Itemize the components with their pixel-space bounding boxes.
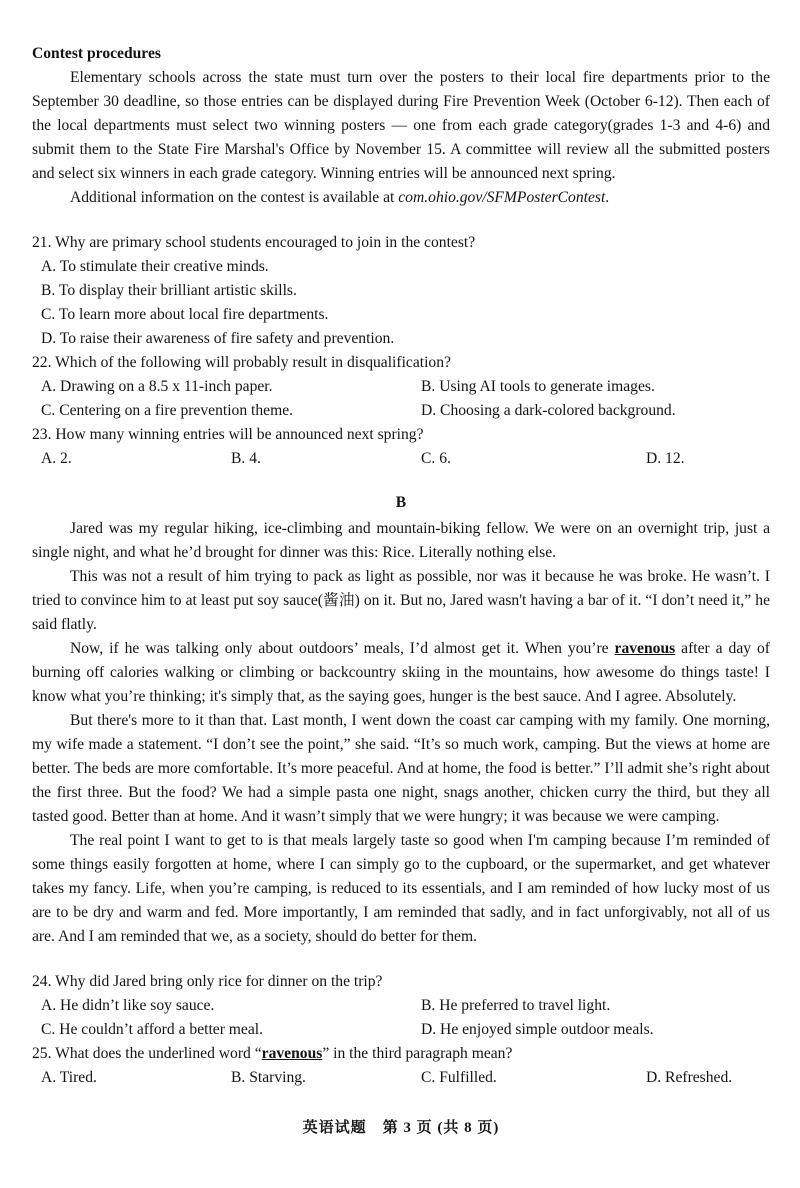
passage-a-subheading: Contest procedures: [32, 45, 161, 62]
option-23-d: D. 12.: [646, 450, 685, 467]
question-23: [32, 423, 770, 471]
option-24-d: D. He enjoyed simple outdoor meals.: [421, 1021, 654, 1038]
question-24-stem: 24. Why did Jared bring only rice for dinner on the trip?: [32, 973, 383, 990]
question-25-options: [41, 1066, 770, 1090]
option-23-a: A. 2.: [41, 450, 72, 467]
question-23-stem: 23. How many winning entries will be announced next spring?: [32, 426, 424, 443]
option-24-b: B. He preferred to travel light.: [421, 997, 611, 1014]
option-25-d: D. Refreshed.: [646, 1069, 733, 1086]
option-22-c: C. Centering on a fire prevention theme.: [41, 402, 294, 419]
option-24-c: C. He couldn’t afford a better meal.: [41, 1021, 263, 1038]
question-22-stem: 22. Which of the following will probably result in disqualification?: [32, 354, 451, 371]
passage-b-paragraph-5: The real point I want to get to is that meals largely taste so good when I'm camping because I’m reminded of some things easily forgotten at home, where I can simply go to the cupboard, or the supermarket, and get whatever takes my fancy. Life, when you’re camping, is reduced to its essentials, and I am reminded of how lucky most of us are to be dry and warm and fed. More importantly, I am reminded that sadly, and in fact unforgivably, not all of us are. And I am reminded that we, as a society, should do better for them.: [32, 832, 770, 945]
option-21-d: D. To raise their awareness of fire safety and prevention.: [41, 330, 395, 347]
passage-b-paragraph-3-pre: Now, if he was talking only about outdoors’ meals, I’d almost get it. When you’re: [70, 640, 615, 657]
option-25-c: C. Fulfilled.: [421, 1069, 497, 1086]
question-25-stem: [32, 1042, 770, 1066]
option-22-a: A. Drawing on a 8.5 x 11-inch paper.: [41, 378, 273, 395]
question-21-stem: 21. Why are primary school students encouraged to join in the contest?: [32, 234, 476, 251]
option-22-d: D. Choosing a dark-colored background.: [421, 402, 676, 419]
option-25-a: A. Tired.: [41, 1069, 97, 1086]
option-25-b: B. Starving.: [231, 1069, 306, 1086]
option-21-c: C. To learn more about local fire departments.: [41, 306, 329, 323]
passage-a-paragraph-1: Elementary schools across the state must turn over the posters to their local fire departments prior to the September 30 deadline, so those entries can be displayed during Fire Prevention Week (October 6-12). Then each of the local departments must select two winning posters — one from each grade category(grades 1-3 and 4-6) and submit them to the State Fire Marshal's Office by November 15. A committee will review all the submitted posters and select six winners in each grade category. Winning entries will be announced next spring.: [32, 69, 770, 182]
option-23-c: C. 6.: [421, 450, 451, 467]
contest-url-text: com.ohio.gov/SFMPosterContest: [398, 189, 606, 206]
option-21-b: B. To display their brilliant artistic skills.: [41, 282, 297, 299]
passage-a-paragraph-2-period: .: [605, 189, 610, 206]
question-25-stem-pre: 25. What does the underlined word “: [32, 1045, 262, 1062]
question-22: [32, 351, 770, 423]
question-21: [32, 231, 770, 351]
passage-b-heading: B: [395, 494, 407, 511]
option-22-b: B. Using AI tools to generate images.: [421, 378, 655, 395]
question-24-options: [41, 994, 770, 1042]
option-24-a: A. He didn’t like soy sauce.: [41, 997, 215, 1014]
passage-b-paragraph-1: Jared was my regular hiking, ice-climbing and mountain-biking fellow. We were on an overnight trip, just a single night, and what he’d brought for dinner was this: Rice. Literally nothing else.: [32, 520, 770, 561]
passage-b-paragraph-4: But there's more to it than that. Last month, I went down the coast car camping with my family. One morning, my wife made a statement. “I don’t see the point,” she said. “It’s so much work, camping. But the views at home are better. The beds are more comfortable. It’s more peaceful. And at home, the food is better.” I’ll admit she’s right about the first three. But the food? We had a simple pasta one night, snags another, chicken curry the third, but they all tasted good. Better than at home. And it wasn’t simply that we were hungry; it was because we were camping.: [32, 712, 770, 825]
question-23-options: [41, 447, 770, 471]
passage-a-paragraph-2-text: Additional information on the contest is available at: [70, 189, 399, 206]
page-footer: 英语试题 第 3 页 (共 8 页): [302, 1120, 500, 1136]
question-21-options: [41, 255, 770, 351]
question-24: [32, 970, 770, 1042]
option-23-b: B. 4.: [231, 450, 261, 467]
question-25: [32, 1042, 770, 1090]
passage-b-paragraph-3-post: after a day of burning off calories walking or climbing or backcountry skiing in the mountains, how awesome do things taste! I know what you’re thinking; it's simply that, as the saying goes, hunger is the best sauce. And I agree. Absolutely.: [32, 640, 770, 705]
passage-b-paragraph-3: [32, 637, 770, 709]
option-21-a: A. To stimulate their creative minds.: [41, 258, 269, 275]
question-25-stem-post: ” in the third paragraph mean?: [322, 1045, 513, 1062]
passage-a-paragraph-2: [32, 186, 770, 210]
question-22-options: [41, 375, 770, 423]
underlined-word-ravenous: ravenous: [614, 640, 676, 657]
passage-b-paragraph-2: This was not a result of him trying to pack as light as possible, nor was it because he was broke. He wasn’t. I tried to convince him to at least put soy sauce(酱油) on it. But no, Jared wasn't having a bar of it. “I don’t need it,” he said flatly.: [32, 568, 770, 633]
question-25-underlined-word: ravenous: [261, 1045, 323, 1062]
